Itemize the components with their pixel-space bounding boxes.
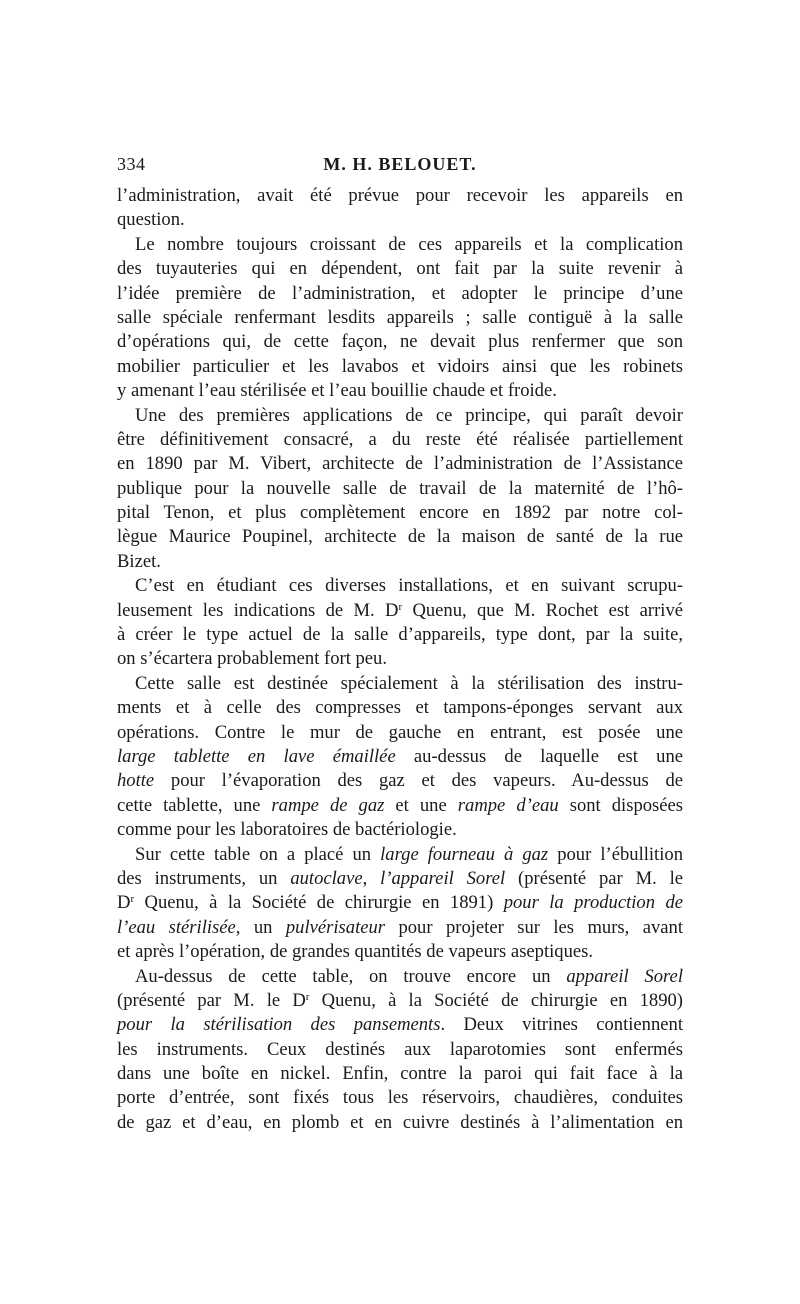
text-run: au-dessus de laquelle est une xyxy=(395,745,683,767)
text-line: Bizet. xyxy=(117,550,161,572)
text-run: Au-dessus de cette table, on trouve encore un xyxy=(135,965,567,987)
text-line: C’est en étudiant ces diverses installations, et en suivant scrupu- xyxy=(135,575,683,597)
italic-run: appareil Sorel xyxy=(566,965,683,987)
text-run: pour projeter sur les murs, avant xyxy=(385,916,683,938)
text-line: dans une boîte en nickel. Enfin, contre la paroi qui fait face à la xyxy=(117,1063,683,1085)
italic-run: rampe d’eau xyxy=(457,794,559,816)
italic-run: pulvérisateur xyxy=(285,916,386,938)
text-line: Le nombre toujours croissant de ces appareils et la complication xyxy=(135,233,683,255)
italic-run: hotte xyxy=(117,770,155,792)
text-run: (présenté par M. le xyxy=(505,867,684,889)
text-line xyxy=(117,989,683,1013)
body-text xyxy=(117,184,683,1135)
text-line: des tuyauteries qui en dépendent, ont fait par la suite revenir à xyxy=(117,258,683,280)
text-line: y amenant l’eau stérilisée et l’eau bouillie chaude et froide. xyxy=(117,380,557,402)
italic-run: l’appareil Sorel xyxy=(380,867,506,889)
superscript: r xyxy=(398,600,403,613)
text-run: et une xyxy=(384,794,458,816)
page-header xyxy=(117,154,683,178)
text-line: opérations. Contre le mur de gauche en entrant, est posée une xyxy=(117,721,683,743)
text-line: lègue Maurice Poupinel, architecte de la maison de santé de la rue xyxy=(117,526,683,548)
text-line: publique pour la nouvelle salle de travail de la maternité de l’hô- xyxy=(117,477,683,499)
italic-run: rampe de gaz xyxy=(271,794,385,816)
text-run: Quenu, que M. Rochet est arrivé xyxy=(402,599,684,621)
text-run: , xyxy=(362,867,381,889)
text-line xyxy=(117,1013,683,1037)
text-line: d’opérations qui, de cette façon, ne devait plus renfermer que son xyxy=(117,331,683,353)
italic-run: autoclave xyxy=(290,867,363,889)
text-line: l’idée première de l’administration, et adopter le principe d’une xyxy=(117,282,683,304)
italic-run: pour la stérilisation des pansements xyxy=(117,1014,441,1036)
italic-run: large tablette en lave émaillée xyxy=(117,745,396,767)
text-line: ments et à celle des compresses et tampons-éponges servant aux xyxy=(117,697,683,719)
text-line: question. xyxy=(117,209,185,231)
text-line xyxy=(117,794,683,818)
text-line xyxy=(117,867,683,891)
text-line: Cette salle est destinée spécialement à la stérilisation des instru- xyxy=(135,672,683,694)
text-run: Quenu, à la Société de chirurgie en 1891) xyxy=(134,892,504,914)
text-run: pour l’évaporation des gaz et des vapeurs. Au-dessus de xyxy=(154,770,683,792)
page-number: 334 xyxy=(117,154,146,174)
text-line: mobilier particulier et les lavabos et vidoirs ainsi que les robinets xyxy=(117,355,683,377)
text-line: être définitivement consacré, a du reste été réalisée partiellement xyxy=(117,428,683,450)
text-line: Une des premières applications de ce principe, qui paraît devoir xyxy=(135,404,683,426)
text-run: leusement les indications de M. D xyxy=(117,599,399,621)
superscript: r xyxy=(130,893,135,906)
text-run: D xyxy=(117,892,131,914)
text-line: salle spéciale renfermant lesdits appareils ; salle contiguë à la salle xyxy=(117,306,683,328)
text-run: , un xyxy=(235,916,286,938)
text-line: on s’écartera probablement fort peu. xyxy=(117,648,387,670)
text-line xyxy=(117,916,683,940)
italic-run: l’eau stérilisée xyxy=(117,916,236,938)
text-run: pour l’ébullition xyxy=(548,843,683,865)
text-run: . Deux vitrines contiennent xyxy=(440,1014,683,1036)
text-line: porte d’entrée, sont fixés tous les réservoirs, chaudières, conduites xyxy=(117,1087,683,1109)
text-line: à créer le type actuel de la salle d’appareils, type dont, par la suite, xyxy=(117,624,683,646)
text-run: sont disposées xyxy=(558,794,684,816)
superscript: r xyxy=(305,990,310,1003)
text-line: l’administration, avait été prévue pour recevoir les appareils en xyxy=(117,185,683,206)
text-run: cette tablette, une xyxy=(117,794,272,816)
running-head: M. H. BELOUET. xyxy=(323,154,477,174)
text-line: en 1890 par M. Vibert, architecte de l’administration de l’Assistance xyxy=(117,453,683,475)
text-line xyxy=(117,599,683,623)
text-line: de gaz et d’eau, en plomb et en cuivre destinés à l’alimentation en xyxy=(117,1111,683,1133)
text-line: pital Tenon, et plus complètement encore en 1892 par notre col- xyxy=(117,502,683,524)
italic-run: large fourneau à gaz xyxy=(380,843,549,865)
text-line: et après l’opération, de grandes quantités de vapeurs aseptiques. xyxy=(117,941,594,963)
text-run: Quenu, à la Société de chirurgie en 1890) xyxy=(309,989,683,1011)
text-run: Sur cette table on a placé un xyxy=(135,843,381,865)
text-line: les instruments. Ceux destinés aux laparotomies sont enfermés xyxy=(117,1038,683,1060)
text-run: (présenté par M. le D xyxy=(117,989,306,1011)
text-line xyxy=(117,745,683,769)
text-run: des instruments, un xyxy=(117,867,291,889)
text-line xyxy=(117,769,683,793)
italic-run: pour la production de xyxy=(503,892,683,914)
text-line xyxy=(117,891,683,915)
text-line: comme pour les laboratoires de bactériologie. xyxy=(117,819,457,841)
text-line xyxy=(117,843,683,867)
text-line xyxy=(117,965,683,989)
